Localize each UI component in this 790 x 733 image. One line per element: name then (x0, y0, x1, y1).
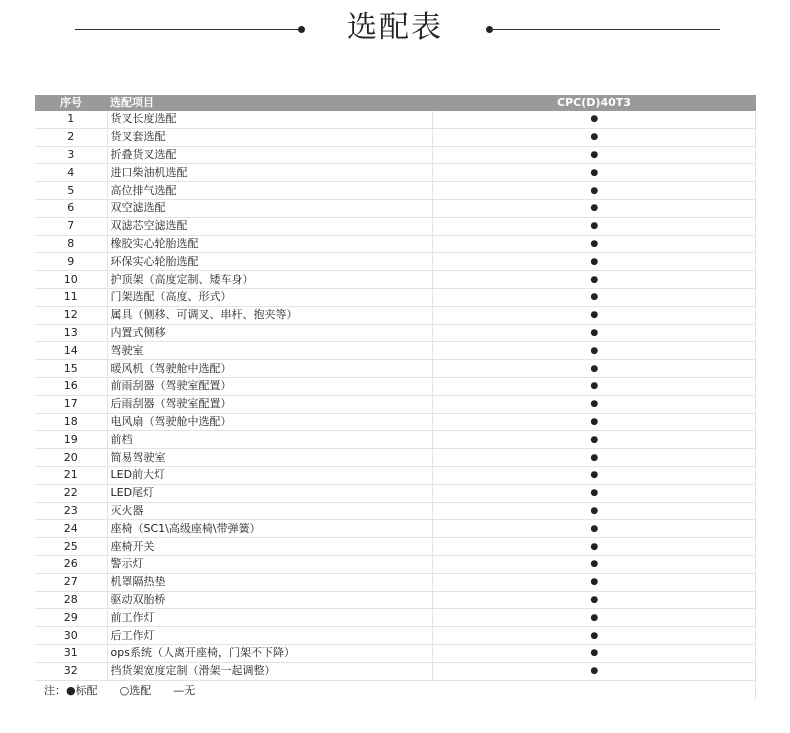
row-index: 25 (35, 538, 107, 556)
row-item: 门架选配（高度、形式） (107, 288, 432, 306)
row-item: 挡货架宽度定制（滑架一起调整） (107, 662, 432, 680)
row-item: 环保实心轮胎选配 (107, 253, 432, 271)
row-index: 28 (35, 591, 107, 609)
row-index: 1 (35, 111, 107, 128)
table-row (35, 146, 756, 164)
row-value: ● (432, 484, 756, 502)
row-index: 8 (35, 235, 107, 253)
row-item: 前档 (107, 431, 432, 449)
row-item: 护顶架（高度定制、矮车身） (107, 271, 432, 289)
row-index: 21 (35, 466, 107, 484)
row-index: 16 (35, 377, 107, 395)
table-row (35, 627, 756, 645)
row-item: 驾驶室 (107, 342, 432, 360)
row-item: 前雨刮器（驾驶室配置） (107, 377, 432, 395)
row-value: ● (432, 627, 756, 645)
table-row (35, 538, 756, 556)
table-row (35, 271, 756, 289)
row-index: 27 (35, 573, 107, 591)
row-value: ● (432, 413, 756, 431)
row-item: 电风扇（驾驶舱中选配） (107, 413, 432, 431)
title-divider-right (490, 29, 720, 30)
row-item: 驱动双胎桥 (107, 591, 432, 609)
row-index: 7 (35, 217, 107, 235)
row-index: 19 (35, 431, 107, 449)
row-index: 15 (35, 360, 107, 378)
table-body (35, 111, 756, 680)
row-value: ● (432, 164, 756, 182)
row-value: ● (432, 342, 756, 360)
row-item: 内置式侧移 (107, 324, 432, 342)
row-index: 17 (35, 395, 107, 413)
table-row (35, 395, 756, 413)
legend-note (44, 684, 217, 698)
table-row (35, 573, 756, 591)
table-row (35, 466, 756, 484)
row-value: ● (432, 609, 756, 627)
row-index: 10 (35, 271, 107, 289)
table-row (35, 182, 756, 200)
table-row (35, 377, 756, 395)
table-row (35, 111, 756, 128)
row-value: ● (432, 324, 756, 342)
row-index: 22 (35, 484, 107, 502)
row-item: LED尾灯 (107, 484, 432, 502)
table-row (35, 520, 756, 538)
row-item: 暖风机（驾驶舱中选配） (107, 360, 432, 378)
table-row (35, 360, 756, 378)
row-index: 31 (35, 644, 107, 662)
row-value: ● (432, 520, 756, 538)
row-value: ● (432, 146, 756, 164)
row-value: ● (432, 235, 756, 253)
row-index: 20 (35, 449, 107, 467)
row-value: ● (432, 306, 756, 324)
table-row (35, 288, 756, 306)
row-item: 双空滤选配 (107, 199, 432, 217)
table-row (35, 324, 756, 342)
row-item: ops系统（人离开座椅，门架不下降） (107, 644, 432, 662)
row-value: ● (432, 271, 756, 289)
row-item: 座椅开关 (107, 538, 432, 556)
row-item: 橡胶实心轮胎选配 (107, 235, 432, 253)
note-none: —无 (173, 684, 196, 697)
table-row (35, 217, 756, 235)
header-index: 序号 (35, 95, 107, 111)
table-row (35, 431, 756, 449)
row-index: 23 (35, 502, 107, 520)
row-value: ● (432, 502, 756, 520)
table-row (35, 555, 756, 573)
table-row (35, 449, 756, 467)
row-value: ● (432, 431, 756, 449)
row-item: LED前大灯 (107, 466, 432, 484)
row-index: 11 (35, 288, 107, 306)
header-model: CPC(D)40T3 (432, 95, 756, 111)
row-item: 前工作灯 (107, 609, 432, 627)
row-value: ● (432, 573, 756, 591)
table-header-row (35, 95, 756, 111)
row-item: 货叉长度选配 (107, 111, 432, 128)
row-value: ● (432, 591, 756, 609)
row-index: 2 (35, 128, 107, 146)
row-index: 5 (35, 182, 107, 200)
row-value: ● (432, 555, 756, 573)
row-index: 30 (35, 627, 107, 645)
row-value: ● (432, 466, 756, 484)
table-row (35, 662, 756, 680)
row-item: 双滤芯空滤选配 (107, 217, 432, 235)
row-value: ● (432, 377, 756, 395)
title-dot-left (298, 26, 305, 33)
row-index: 14 (35, 342, 107, 360)
row-index: 29 (35, 609, 107, 627)
table-row (35, 306, 756, 324)
note-standard: ●标配 (66, 684, 98, 697)
row-index: 12 (35, 306, 107, 324)
table-row (35, 609, 756, 627)
table-row (35, 128, 756, 146)
table-row (35, 644, 756, 662)
row-item: 机罩隔热垫 (107, 573, 432, 591)
table-row (35, 235, 756, 253)
row-value: ● (432, 182, 756, 200)
row-index: 3 (35, 146, 107, 164)
table-row (35, 591, 756, 609)
row-value: ● (432, 288, 756, 306)
row-index: 13 (35, 324, 107, 342)
row-item: 简易驾驶室 (107, 449, 432, 467)
note-prefix: 注： (44, 684, 66, 697)
table-row (35, 413, 756, 431)
row-item: 货叉套选配 (107, 128, 432, 146)
options-table (35, 95, 756, 681)
row-index: 26 (35, 555, 107, 573)
page-title: 选配表 (347, 10, 443, 45)
row-item: 进口柴油机选配 (107, 164, 432, 182)
row-index: 6 (35, 199, 107, 217)
row-index: 32 (35, 662, 107, 680)
row-item: 灭火器 (107, 502, 432, 520)
row-item: 警示灯 (107, 555, 432, 573)
table-row (35, 164, 756, 182)
row-value: ● (432, 217, 756, 235)
table-row (35, 484, 756, 502)
row-index: 9 (35, 253, 107, 271)
row-value: ● (432, 128, 756, 146)
row-item: 后雨刮器（驾驶室配置） (107, 395, 432, 413)
row-value: ● (432, 449, 756, 467)
row-index: 18 (35, 413, 107, 431)
row-index: 4 (35, 164, 107, 182)
row-value: ● (432, 199, 756, 217)
row-value: ● (432, 662, 756, 680)
header-item: 选配项目 (107, 95, 432, 111)
row-value: ● (432, 360, 756, 378)
row-item: 属具（侧移、可调叉、串杆、抱夹等） (107, 306, 432, 324)
table-right-border (755, 112, 756, 700)
row-value: ● (432, 253, 756, 271)
row-index: 24 (35, 520, 107, 538)
row-item: 折叠货叉选配 (107, 146, 432, 164)
page-header (0, 0, 790, 60)
row-item: 座椅（SC1\高级座椅\带弹簧） (107, 520, 432, 538)
table-row (35, 253, 756, 271)
row-item: 后工作灯 (107, 627, 432, 645)
note-optional: ○选配 (119, 684, 152, 697)
row-value: ● (432, 644, 756, 662)
title-divider-left (75, 29, 301, 30)
row-value: ● (432, 395, 756, 413)
row-item: 高位排气选配 (107, 182, 432, 200)
row-value: ● (432, 538, 756, 556)
table-row (35, 502, 756, 520)
table-row (35, 342, 756, 360)
row-value: ● (432, 111, 756, 128)
table-row (35, 199, 756, 217)
